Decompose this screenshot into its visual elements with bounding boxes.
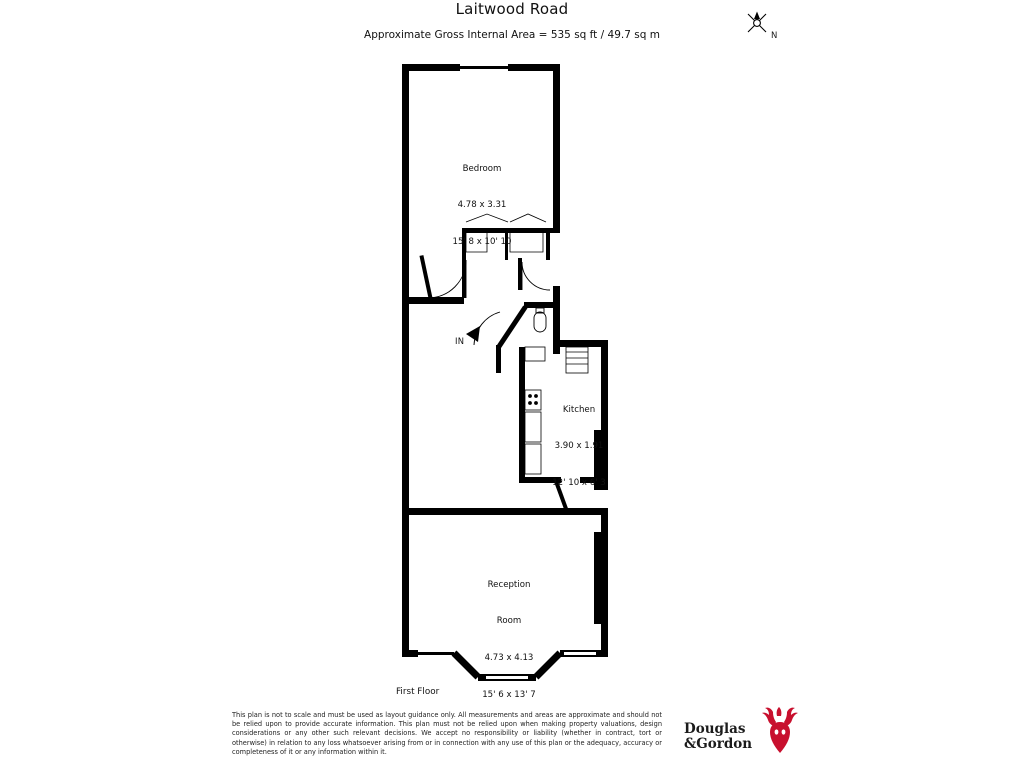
disclaimer-text: This plan is not to scale and must be used as layout guidance only. All measurements and areas are approximate and should not be relied upon to provide accurate information. This plan must not be relied upon when making property valuations, design considerations or any other such relevant decisions. We accept no responsibility or liability (whether in contract, tort or otherwise) in relation to any loss whatsoever arising from or in connection with any use of this plan or the adequacy, accuracy or completeness of it or any information within it. [232,711,662,756]
brand-line-1: Douglas [684,721,746,737]
area-subtitle: Approximate Gross Internal Area = 535 sq ft / 49.7 sq m [364,29,660,41]
stag-head-icon [756,706,804,756]
room-dimensions-imperial: 12' 10 x 6' 3 [552,478,606,489]
room-label-kitchen [528,379,630,514]
room-dimensions-metric: 4.78 x 3.31 [457,200,507,211]
room-label-reception-room [457,554,561,726]
entry-label: IN [455,336,465,346]
compass-label: N [771,31,778,41]
room-label-bedroom [430,138,534,273]
room-dimensions-metric: 4.73 x 4.13 [484,653,534,664]
room-name: Kitchen [562,404,596,415]
floor-label: First Floor [396,687,440,697]
page-title: Laitwood Road [455,0,569,18]
room-name-line2: Room [496,616,522,627]
room-name: Reception [487,579,531,590]
brand-logo [684,706,804,758]
room-dimensions-metric: 3.90 x 1.91 [554,441,604,452]
room-dimensions-imperial: 15' 8 x 10' 10 [452,237,512,248]
brand-name [684,722,752,752]
room-name: Bedroom [462,163,502,174]
brand-line-2: &Gordon [684,736,753,752]
room-dimensions-imperial: 15' 6 x 13' 7 [482,690,536,701]
